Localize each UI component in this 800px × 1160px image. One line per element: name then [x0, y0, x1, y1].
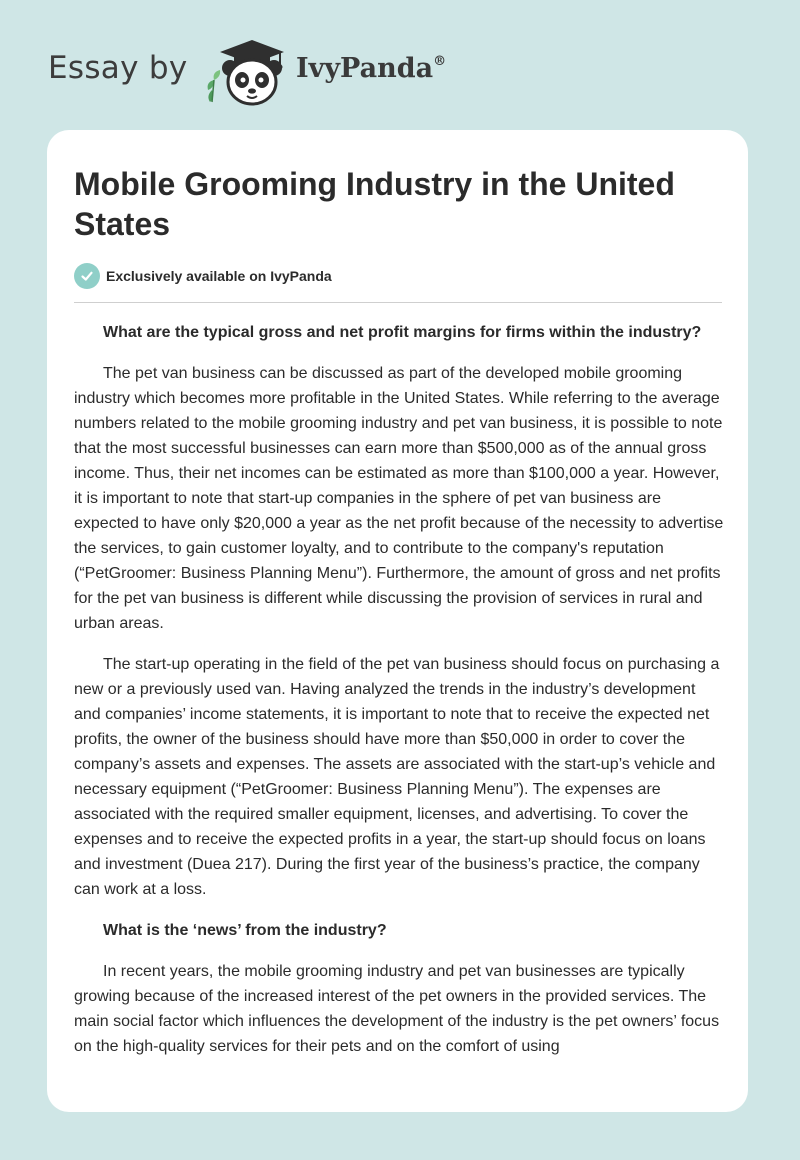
body-paragraph: The pet van business can be discussed as part of the developed mobile grooming industry which becomes more profitable in the United States. While referring to the average numbers related to the mobile grooming industry and pet van business, it is possible to note that the most successful businesses can earn more than $500,000 as of the annual gross income. Thus, their net incomes can be estimated as more than $100,000 a year. However, it is important to note that start-up companies in the sphere of pet van business are expected to have only $20,000 a year as the net profit because of the necessity to advertise the services, to gain customer loyalty, and to contribute to the company's reputation (“PetGroomer: Business Planning Menu”). Furthermore, the amount of gross and net profits for the pet van business is different while discussing the provision of services in rural and urban areas. — [74, 365, 724, 632]
site-header — [0, 0, 800, 130]
divider — [74, 302, 722, 303]
essay-body — [74, 320, 724, 1075]
section-question: What is the ‘news’ from the industry? — [103, 922, 387, 939]
brand-name[interactable] — [296, 53, 446, 84]
exclusive-badge-text: Exclusively available on IvyPanda — [106, 268, 332, 284]
body-paragraph: The start-up operating in the field of the pet van business should focus on purchasing a new or a previously used van. Having analyzed the trends in the industry’s development and companies’ income statements, it is important to note that to receive the expected net profits, the owner of the business should have more than $50,000 in order to cover the company’s assets and expenses. The assets are associated with the start-up’s vehicle and necessary equipment (“PetGroomer: Business Planning Menu”). The expenses are associated with the required smaller equipment, licenses, and advertising. To cover the expenses and to receive the expected profits in a year, the start-up should focus on loans and investment (Duea 217). During the first year of the business’s practice, the company can work at a loss. — [74, 656, 720, 898]
body-paragraph: In recent years, the mobile grooming industry and pet van businesses are typically growing because of the increased interest of the pet owners in the provided services. The main social factor which influences the development of the industry is the pet owners’ focus on the high-quality services for their pets and on the comfort of using — [74, 963, 720, 1055]
essay-card — [47, 130, 748, 1112]
exclusive-badge — [74, 263, 332, 289]
brand-text: IvyPanda — [296, 53, 434, 84]
essay-title: Mobile Grooming Industry in the United States — [74, 166, 675, 242]
checkmark-icon — [74, 263, 100, 289]
ivypanda-logo-icon[interactable] — [200, 36, 292, 108]
section-question: What are the typical gross and net profit margins for firms within the industry? — [103, 324, 702, 341]
registered-mark: ® — [433, 54, 447, 69]
essay-by-label: Essay by — [48, 50, 188, 86]
